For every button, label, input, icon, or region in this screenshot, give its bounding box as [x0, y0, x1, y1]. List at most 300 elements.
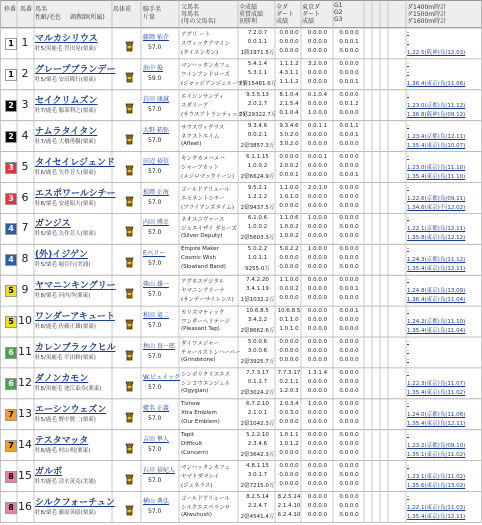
record-d3: 0.0.0.0 — [279, 357, 299, 363]
record-d2: 0.1.1.0 — [279, 317, 299, 324]
best-time-3[interactable]: 1.36.4(東京)良(11.06) — [407, 80, 466, 87]
horse-name-link[interactable]: エスポワールシチー — [35, 188, 116, 199]
record-c1: 0.0.0.1 — [307, 153, 328, 160]
record-rec2: 1.0.0.2 — [247, 224, 268, 231]
pedigree-dam: Xtra Emblem — [181, 409, 217, 416]
record-rec1: 7.2.0.7 — [247, 30, 268, 36]
pedigree-sire: エイシンサンディ — [181, 93, 225, 100]
record-g1: 0.0.0.0 — [339, 462, 359, 469]
record-g3: 0.0.0.0 — [339, 109, 359, 116]
best-time-1[interactable]: - — [407, 493, 409, 500]
header-c3: 成績 — [302, 18, 315, 25]
best-time-3[interactable]: 1.35.4(東京)良(11.02) — [407, 389, 466, 396]
horse-info: 牡7/鹿毛 大橋勇樹(栗東) — [35, 138, 96, 145]
record-c2: 0.0.0.0 — [307, 471, 328, 478]
record-g2: 0.0.0.0 — [339, 69, 359, 76]
record-d1: 0.0.0.0 — [279, 462, 299, 469]
record-c1: 0.0.0.0 — [307, 493, 328, 500]
record-c3: 0.0.0.0 — [307, 233, 328, 240]
record-d3: 1.0.1.0 — [279, 326, 299, 333]
record-d1: 2.0.3.4 — [279, 400, 299, 407]
record-d2: 4.3.1.1 — [279, 69, 299, 76]
table-row — [0, 244, 482, 275]
record-g3: 0.0.0.0 — [339, 233, 359, 240]
pedigree-dam: Cosmic Wish — [181, 255, 216, 262]
waku-number: 7 — [5, 409, 17, 421]
record-rec3: 2億7215.0万 — [240, 482, 275, 489]
record-rec2: 0.0.2.1 — [247, 131, 268, 138]
carried-weight: 57.0 — [148, 291, 162, 299]
pedigree-dam: ジュエイザイ ダヒーズ — [181, 226, 237, 233]
horse-number: 9 — [21, 283, 29, 297]
best-time-3[interactable]: 1.35.4(東京)良(12.11) — [407, 266, 466, 273]
best-time-1[interactable]: - — [407, 246, 409, 253]
record-c1: 0.0.0.0 — [307, 308, 328, 315]
record-g3: 0.0.0.1 — [339, 78, 359, 85]
waku-number: 5 — [5, 285, 17, 297]
record-g3: 0.0.0.0 — [339, 295, 359, 302]
header-weight: 斤量 — [143, 14, 156, 21]
record-d2: 0.0.0.0 — [279, 471, 299, 478]
horse-name-link[interactable]: グレープブランデー — [35, 64, 116, 75]
best-time-2[interactable]: 1.24.2(京都)良(11.10) — [407, 319, 466, 326]
record-c1: 0.0.0.0 — [307, 30, 328, 36]
pedigree-damsire: (Alwuhush) — [181, 511, 212, 518]
record-d2: 2.0.0.2 — [279, 162, 299, 169]
horse-info: 牡7/鹿毛 清水英克(美浦) — [35, 478, 96, 485]
record-c3: 0.0.0.0 — [307, 78, 328, 85]
pedigree-dam: ネクストエイム — [181, 133, 220, 140]
horse-name-link[interactable]: シルクフォーチュン — [35, 497, 115, 508]
best-time-3[interactable]: 1.36.4(東京)良(11.04) — [407, 297, 466, 304]
best-time-3[interactable]: 1.22.5(阪神)良(12.03) — [407, 50, 466, 56]
record-d1: 0.0.0.0 — [279, 339, 299, 345]
jockey-link[interactable]: W.ビュイック — [143, 373, 181, 381]
record-rec2: 1.2.1.2 — [247, 193, 268, 200]
best-time-3[interactable]: 1.35.4(東京)良(11.10) — [407, 173, 466, 180]
best-time-2[interactable]: 1.23.0(京都)良(11.12) — [407, 102, 466, 109]
carried-weight: 57.0 — [148, 198, 162, 206]
record-c1: 0.0.1.1 — [307, 122, 328, 129]
record-c2: 0.0.0.0 — [307, 100, 328, 107]
horse-name-link[interactable]: タイセイレジェンド — [35, 157, 115, 168]
silks-icon — [125, 68, 134, 79]
horse-name-link[interactable]: ガンジス — [35, 219, 71, 230]
record-rec2: 2.3.4.6 — [247, 440, 268, 447]
pedigree-sire: Tiznow — [181, 400, 200, 407]
best-time-2[interactable]: 1.24.0(京都)良(11.06) — [407, 411, 466, 418]
header-rec1: 全成績 — [239, 4, 258, 11]
horse-number: 8 — [21, 252, 29, 266]
record-d2: 0.0.0.0 — [279, 255, 299, 262]
pedigree-sire: シンボリクリスエス — [181, 371, 231, 378]
record-c2: 0.0.0.0 — [307, 193, 328, 200]
record-d2: 3.0.2.0 — [279, 131, 299, 138]
jockey-link[interactable]: 大野 拓弥 — [143, 126, 169, 134]
record-c2: 0.0.0.0 — [307, 286, 328, 293]
jockey-link[interactable]: 松岡 正海 — [143, 188, 169, 196]
horse-number: 10 — [18, 314, 32, 328]
record-d3: 0.0.0.0 — [279, 449, 299, 456]
jockey-link[interactable]: 藤岡 佑介 — [143, 34, 169, 41]
header-horse: 馬名 — [35, 6, 48, 13]
carried-weight: 57.0 — [148, 353, 162, 360]
jockey-link[interactable]: 横山 典弘 — [143, 497, 169, 505]
best-time-3[interactable]: 1.35.4(東京)良(12.11) — [407, 513, 466, 520]
record-g1: 0.0.0.0 — [339, 277, 359, 284]
record-g1: 0.0.0.0 — [339, 60, 359, 67]
record-c1: 2.0.1.0 — [307, 184, 328, 191]
record-g2: 0.0.0.0 — [339, 224, 359, 231]
horse-name-link[interactable]: セイクリムズン — [35, 95, 98, 106]
best-time-1[interactable]: - — [407, 153, 409, 160]
best-time-1[interactable]: - — [407, 308, 409, 315]
silks-icon — [125, 439, 134, 450]
header-silks: 馬体重 — [113, 6, 132, 13]
record-c1: 1.0.0.0 — [307, 400, 328, 407]
record-g1: 0.0.0.0 — [339, 493, 359, 500]
horse-number: 15 — [18, 468, 32, 482]
jockey-link[interactable]: 内田 博幸 — [143, 219, 169, 227]
record-d3: 0.0.0.0 — [279, 202, 299, 209]
pedigree-damsire: (Ogygian) — [181, 387, 209, 394]
carried-weight: 57.0 — [148, 476, 162, 484]
record-d2: 0.2.1.1 — [279, 378, 299, 385]
table-row — [0, 337, 482, 368]
record-rec1: 7.4.2.20 — [246, 277, 269, 284]
best-time-2[interactable]: - — [407, 69, 409, 76]
record-g1: 0.0.0.0 — [339, 431, 359, 438]
record-d1: 0.0.0.0 — [279, 153, 299, 160]
horse-name-link[interactable]: ナムラタイタン — [35, 126, 98, 137]
record-rec1: 9.3.4.6 — [247, 122, 268, 129]
silks-icon — [125, 192, 134, 203]
record-rec1: 6.1.0.6 — [247, 215, 268, 222]
best-time-3[interactable]: 1.35.8(東京)良(12.12) — [407, 235, 466, 242]
record-d2: 1.0.0.2 — [279, 224, 299, 231]
pedigree-damsire: (タイスンガン) — [181, 50, 219, 56]
jockey-link[interactable]: 和田 竜二 — [143, 312, 169, 320]
record-rec2: 3.0.0.6 — [247, 348, 268, 354]
horse-number: 13 — [18, 406, 32, 420]
record-rec3: 2億3925.7万 — [240, 359, 275, 365]
record-d3: 3.0.2.0 — [279, 140, 299, 147]
jockey-link[interactable]: 岩田 康誠 — [143, 95, 169, 103]
record-g3: 0.0.0.0 — [339, 387, 359, 394]
best-time-2[interactable]: 1.22.1(京都)良(12.11) — [407, 226, 466, 233]
best-time-1[interactable]: - — [407, 369, 409, 376]
carried-weight: 57.0 — [148, 44, 162, 51]
header-rec3: 初勝利 — [239, 18, 258, 25]
record-d1: 0.0.0.0 — [279, 30, 299, 36]
header-c1: 東京ダ — [302, 4, 321, 11]
horse-name-link[interactable]: ワンダーアキュート — [35, 312, 115, 323]
header-c2: ダート — [302, 11, 321, 18]
jockey-link[interactable]: 吉田 隼人 — [143, 435, 169, 443]
record-c3: 0.0.0.0 — [307, 202, 328, 209]
pedigree-dam: ワインアンドローズ — [181, 71, 230, 78]
pedigree-damsire: (Grindstone) — [181, 357, 216, 363]
pedigree-dam: エミネントシチー — [181, 195, 226, 202]
horse-info: 牡5/黒鹿毛 曽田晃(栗東) — [35, 46, 96, 52]
record-c3: 0.0.0.0 — [307, 295, 328, 302]
record-g3: 0.0.0.0 — [339, 48, 359, 54]
record-g1: 0.0.0.0 — [339, 91, 359, 98]
silks-icon — [125, 346, 134, 357]
best-time-1[interactable]: - — [407, 122, 409, 129]
jockey-link[interactable]: 蛯名 正義 — [143, 404, 169, 412]
header-sp3: ダ1600m時計 — [407, 18, 447, 25]
horse-name-link[interactable]: エーシンウェズン — [35, 404, 107, 415]
best-time-1[interactable]: - — [407, 400, 409, 407]
best-time-2[interactable]: 1.23.2(京都)良(09.10) — [407, 442, 466, 449]
carried-weight: 59.0 — [148, 74, 162, 82]
record-c3: 0.0.0.0 — [307, 511, 328, 518]
silks-icon — [125, 315, 134, 326]
horse-number: 5 — [21, 159, 29, 173]
silks-icon — [125, 408, 134, 419]
best-time-2[interactable]: 1.24.3(京都)良(11.12) — [407, 257, 466, 264]
pedigree-sire: Empire Maker — [181, 246, 219, 253]
jockey-link[interactable]: 石川 裕紀人 — [143, 466, 175, 474]
record-d1: 7.7.3.17 — [277, 369, 301, 376]
record-c3: 0.0.0.0 — [307, 480, 328, 487]
header-waku: 枠番 — [4, 6, 17, 13]
best-time-2[interactable]: - — [407, 348, 409, 354]
record-c2: 0.0.0.0 — [307, 502, 328, 509]
record-d1: 1.1.0.6 — [279, 215, 299, 222]
record-g1: 0.0.0.1 — [339, 308, 359, 315]
horse-info: 牡8/鹿毛 村山明(栗東) — [35, 447, 91, 454]
record-c2: 0.0.0.0 — [307, 409, 328, 416]
best-time-3[interactable]: 1.36.8(阪神)良(09.12) — [407, 111, 466, 118]
horse-name-link[interactable]: (外)イジゲン — [35, 250, 88, 261]
pedigree-dam: シンコウエンジェル — [181, 380, 231, 387]
best-time-1[interactable]: - — [407, 431, 409, 438]
carried-weight: 57.0 — [148, 136, 162, 144]
jockey-link[interactable]: 秋山 真一郎 — [143, 343, 175, 350]
header-sex-age: 性齢/毛色 — [35, 14, 62, 21]
record-g1: 0.0.0.0 — [339, 30, 359, 36]
horse-number: 7 — [21, 221, 29, 235]
record-d1: 8.1.0.4 — [279, 91, 299, 98]
waku-number: 2 — [5, 100, 17, 112]
silks-icon — [125, 222, 134, 233]
record-d3: 0.0.0.0 — [279, 264, 299, 271]
jockey-link[interactable]: F.ベリー — [143, 250, 166, 258]
pedigree-dam: ヤマトダマシイ — [181, 473, 220, 480]
record-rec1: 5.4.1.4 — [247, 60, 268, 67]
horse-number: 2 — [21, 66, 29, 80]
record-g2: 0.0.0.0 — [339, 162, 359, 169]
record-c1: 0.0.0.0 — [307, 339, 328, 345]
jockey-link[interactable]: 田辺 裕信 — [143, 157, 169, 165]
horse-info: 牡8/栗毛 藤原英昭(栗東) — [35, 509, 96, 516]
record-g3: 0.0.0.0 — [339, 264, 359, 271]
table-row — [0, 183, 482, 214]
silks-icon — [125, 253, 134, 264]
record-d2: 0.0.3.0 — [279, 409, 299, 416]
horse-name-link[interactable]: マルカシリウス — [35, 34, 98, 44]
record-c3: 0.0.0.0 — [307, 387, 328, 394]
horse-info: 牡5/栗毛 安田隆行(栗東) — [35, 76, 96, 83]
record-d2: 0.0.0.0 — [279, 348, 299, 354]
table-row — [0, 213, 482, 244]
best-time-2[interactable]: 1.24.8(東京)良(13.09) — [407, 288, 466, 295]
horse-info: 牡8/栗毛 安達昭夫(栗東) — [35, 200, 96, 207]
record-rec3: 2億3024.2万 — [240, 389, 275, 396]
pedigree-sire: Tapit — [181, 431, 194, 438]
best-time-2[interactable]: 1.23.4(京都)良(12.11) — [407, 133, 466, 140]
best-time-1[interactable]: - — [407, 60, 409, 67]
record-rec2: 3.4.2.2 — [247, 317, 268, 324]
table-row — [0, 90, 482, 121]
pedigree-damsire: (Slowland Band) — [181, 264, 226, 271]
record-rec2: 3.4.1.19 — [246, 286, 269, 293]
record-rec3: 2億29322.7万 — [239, 111, 277, 118]
record-c2: 0.0.0.0 — [307, 39, 328, 45]
record-c3: 0.0.0.0 — [307, 449, 328, 456]
table-row — [0, 28, 482, 59]
best-time-3[interactable]: 1.34.6(東京)不(12.02) — [407, 204, 466, 211]
best-time-3[interactable]: 1.35.4(東京)良(10.07) — [407, 142, 466, 149]
carried-weight: 57.0 — [148, 105, 162, 113]
pedigree-damsire: (Afleet) — [181, 140, 202, 147]
best-time-2[interactable]: 1.22.6(京都)良(09.11) — [407, 195, 466, 202]
waku-number: 6 — [5, 347, 17, 359]
best-time-3[interactable]: 1.35.4(東京)良(12.11) — [407, 420, 466, 427]
best-time-2[interactable]: 1.23.0(東京)良(11.10) — [407, 164, 466, 171]
record-rec1: 8.2.5.14 — [246, 493, 269, 500]
record-g2: 0.0.0.0 — [339, 440, 359, 447]
record-g1: 0.0.0.0 — [339, 339, 359, 345]
best-time-2[interactable]: 1.22.1(東京)良(11.03) — [407, 504, 466, 511]
record-d3: 1.2.0.3 — [279, 387, 299, 394]
horse-number: 3 — [21, 97, 29, 111]
record-g2: 0.0.0.0 — [339, 409, 359, 416]
best-time-1[interactable]: - — [407, 462, 409, 469]
record-d2: 0.0.0.2 — [279, 286, 299, 293]
record-d3: 0.1.0.4 — [279, 109, 299, 116]
horse-name-link[interactable]: ヤマニンキングリー — [35, 281, 116, 292]
best-time-3[interactable]: 1.35.6(東京)良(13.02) — [407, 482, 466, 489]
record-g3: 0.0.0.0 — [339, 326, 359, 333]
best-time-2[interactable]: - — [407, 39, 409, 45]
horse-number: 6 — [21, 190, 29, 204]
pedigree-damsire: (Silver Deputy) — [181, 233, 223, 240]
record-c3: 0.0.0.0 — [307, 357, 328, 363]
table-row — [0, 275, 482, 306]
best-time-1[interactable]: - — [407, 215, 409, 222]
waku-number: 3 — [5, 162, 17, 174]
pedigree-damsire: (ジェネラス) — [181, 482, 213, 489]
best-time-1[interactable]: - — [407, 30, 409, 36]
silks-icon — [125, 377, 134, 388]
record-g2: 0.0.0.1 — [339, 286, 359, 293]
pedigree-dam: シルクエスペランサ — [181, 504, 231, 511]
horse-info: 牡5/栗毛 堀宣行(美浦) — [35, 262, 91, 269]
record-d1: 9.3.4.6 — [279, 122, 299, 129]
jockey-link[interactable]: 柴山 雄一 — [143, 281, 169, 289]
carried-weight: 57.0 — [148, 414, 162, 422]
best-time-1[interactable]: - — [407, 277, 409, 284]
header-g1: G1 — [334, 2, 343, 9]
pedigree-sire: キングカメハメハ — [181, 155, 225, 162]
horse-name-link[interactable]: ガルボ — [35, 466, 63, 477]
best-time-3[interactable]: - — [407, 357, 409, 363]
best-time-1[interactable]: - — [407, 91, 409, 98]
best-time-1[interactable]: - — [407, 339, 409, 345]
table-row — [0, 368, 482, 399]
carried-weight: 57.0 — [148, 445, 162, 453]
record-c3: 0.0.0.0 — [307, 171, 328, 178]
record-g3: 0.0.0.0 — [339, 418, 359, 425]
record-rec3: 2億8662.6万 — [240, 328, 275, 335]
record-d3: 1.0.0.2 — [279, 233, 299, 240]
record-rec2: 2.0.1.7 — [247, 100, 268, 107]
record-d3: 0.0.0.0 — [279, 295, 299, 302]
record-g1: 0.0.0.0 — [339, 215, 359, 222]
silks-icon — [125, 99, 134, 110]
header-g3: G3 — [334, 16, 343, 23]
best-time-1[interactable]: - — [407, 184, 409, 191]
record-g3: 0.0.0.0 — [339, 202, 359, 209]
record-d3: 0.0.0.0 — [279, 418, 299, 425]
horse-info: 牡5/黒鹿毛 平田修(栗東) — [35, 355, 96, 361]
record-g1: 0.0.0.0 — [339, 246, 359, 253]
header-g2: G2 — [334, 9, 343, 16]
record-rec1: 7.7.3.17 — [246, 369, 269, 376]
best-time-3[interactable]: 1.35.4(東京)良(11.04) — [407, 328, 466, 335]
record-rec1: 9.5.2.1 — [247, 184, 268, 191]
jockey-link[interactable]: 浜中 俊 — [143, 64, 163, 72]
best-time-2[interactable]: 1.23.1(東京)良(11.02) — [407, 473, 466, 480]
record-d2: 0.0.0.0 — [279, 39, 299, 45]
silks-icon — [125, 501, 134, 512]
pedigree-damsire: (Pleasant Tap) — [181, 326, 220, 333]
header-sire: 父馬名 — [181, 4, 200, 11]
carried-weight: 57.0 — [148, 383, 162, 391]
waku-number: 8 — [5, 502, 17, 514]
horse-info: 牡6/鹿毛 矢作芳人(栗東) — [35, 169, 96, 176]
waku-number: 8 — [5, 471, 17, 483]
record-rec1: 6.7.2.10 — [246, 400, 269, 407]
header-ds2: ダート — [276, 11, 295, 18]
horse-number: 16 — [18, 499, 32, 513]
record-rec1: 5.0.0.6 — [247, 339, 268, 345]
record-c1: 0.1.0.4 — [307, 91, 328, 98]
header-ds3: 成績 — [276, 18, 289, 25]
record-rec1: 5.0.2.2 — [247, 246, 268, 253]
waku-number: 4 — [5, 254, 17, 266]
record-c2: 0.0.0.0 — [307, 224, 328, 231]
horse-name-link[interactable]: カレンブラックヒル — [35, 343, 116, 353]
best-time-2[interactable]: 1.22.3(東京)良(11.07) — [407, 380, 466, 387]
record-rec1: 4.8.1.15 — [246, 462, 269, 469]
record-d1: 1.1.1.2 — [279, 60, 299, 67]
pedigree-dam: チャールストンハーバー — [181, 350, 241, 356]
record-c1: 0.0.0.0 — [307, 277, 328, 284]
waku-number: 7 — [5, 440, 17, 452]
record-g3: 0.0.0.1 — [339, 171, 359, 178]
best-time-3[interactable]: 1.35.1(東京)良(11.02) — [407, 451, 466, 458]
horse-name-link[interactable]: ダノンカモン — [35, 373, 89, 384]
record-d2: 2.1.4.10 — [277, 502, 301, 509]
horse-name-link[interactable]: テスタマッタ — [35, 435, 89, 446]
record-g2: 0.0.0.0 — [339, 502, 359, 509]
horse-number: 11 — [18, 345, 32, 358]
record-g2: 0.0.0.0 — [339, 255, 359, 262]
